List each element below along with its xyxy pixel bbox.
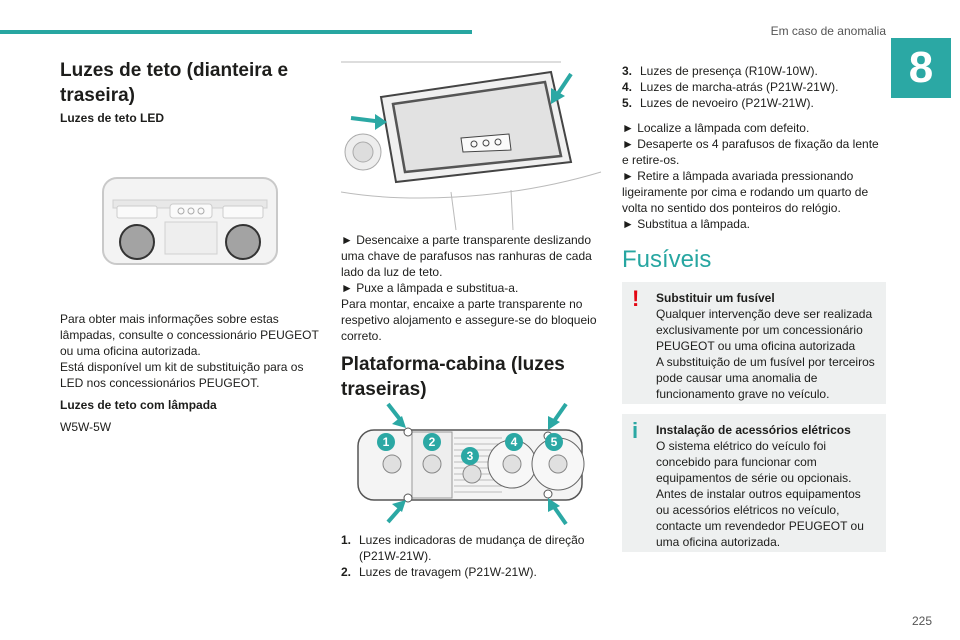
step-remove-screws: ► Desaperte os 4 parafusos de fixação da lente e retire-os. bbox=[622, 137, 879, 167]
step-locate-bulb: ► Localize a lâmpada com defeito. bbox=[622, 121, 810, 135]
chapter-number: 8 bbox=[891, 38, 951, 98]
warning-text-1: Qualquer intervenção deve ser realizada exclusivamente por um concessionário PEUGEOT ou uma oficina autorizada bbox=[656, 307, 873, 353]
rear-lights-list-a bbox=[341, 532, 605, 580]
heading-ceiling-lights: Luzes de teto (dianteira e traseira) bbox=[60, 60, 289, 106]
section-title: Em caso de anomalia bbox=[770, 24, 886, 38]
info-electrical-accessories bbox=[622, 414, 886, 552]
warning-exclamation-icon: ! bbox=[632, 286, 640, 311]
info-text-1: O sistema elétrico do veículo foi concebido para funcionar com equipamentos de série ou opcionais. bbox=[656, 439, 852, 485]
list-item: 5. Luzes de nevoeiro (P21W-21W). bbox=[622, 96, 814, 110]
list-item: 3. Luzes de presença (R10W-10W). bbox=[622, 64, 818, 78]
warning-text-2: A substituição de um fusível por terceiros pode causar uma anomalia de funcionamento grave no veículo. bbox=[656, 355, 875, 401]
led-kit-paragraph: Está disponível um kit de substituição para os LED nos concessionários PEUGEOT. bbox=[60, 360, 304, 390]
step-unclip-lens: ► Desencaixe a parte transparente deslizando uma chave de parafusos nas ranhuras de cada lado da luz de teto. bbox=[341, 233, 592, 279]
diagram-label-1: 1 bbox=[382, 435, 390, 449]
list-item: 4. Luzes de marcha-atrás (P21W-21W). bbox=[622, 80, 839, 94]
step-remove-bulb: ► Retire a lâmpada avariada pressionando ligeiramente por cima e rodando um quarto de volta no sentido dos ponteiros do relógio. bbox=[622, 169, 869, 215]
bulb-type: W5W-5W bbox=[60, 420, 112, 434]
list-item: 2. Luzes de travagem (P21W-21W). bbox=[341, 565, 537, 579]
page-number: 225 bbox=[911, 614, 932, 628]
step-replace-bulb: ► Puxe a lâmpada e substitua-a. bbox=[341, 281, 519, 295]
header-rule bbox=[0, 30, 472, 34]
list-item: 1. Luzes indicadoras de mudança de direção (P21W-21W). bbox=[341, 533, 585, 563]
diagram-label-4: 4 bbox=[510, 435, 518, 449]
warning-title: Substituir um fusível bbox=[656, 291, 775, 305]
diagram-label-5: 5 bbox=[550, 435, 558, 449]
bulb-ceiling-light-illustration bbox=[341, 52, 603, 232]
heading-fuses: Fusíveis bbox=[622, 246, 712, 273]
led-info-paragraph: Para obter mais informações sobre estas lâmpadas, consulte o concessionário PEUGEOT ou uma oficina autorizada. bbox=[60, 312, 319, 358]
rear-lights-diagram bbox=[340, 398, 600, 528]
warning-fuse-replacement bbox=[622, 282, 886, 404]
info-title: Instalação de acessórios elétricos bbox=[656, 423, 851, 437]
heading-led-lights: Luzes de teto LED bbox=[60, 111, 165, 125]
led-ceiling-light-illustration bbox=[95, 170, 285, 270]
rear-lights-list-b bbox=[622, 63, 886, 111]
heading-bulb-lights: Luzes de teto com lâmpada bbox=[60, 398, 217, 412]
heading-platform-cab: Plataforma-cabina (luzes traseiras) bbox=[341, 354, 565, 400]
info-icon: i bbox=[632, 418, 639, 443]
info-text-2: Antes de instalar outros equipamentos ou acessórios elétricos no veículo, contacte um revendedor PEUGEOT ou uma oficina autorizada. bbox=[656, 487, 864, 549]
diagram-label-2: 2 bbox=[428, 435, 436, 449]
step-fit-bulb: ► Substitua a lâmpada. bbox=[622, 217, 750, 231]
diagram-label-3: 3 bbox=[466, 449, 474, 463]
step-refit-lens: Para montar, encaixe a parte transparente no respetivo alojamento e assegure-se do bloqueio correto. bbox=[341, 297, 597, 343]
